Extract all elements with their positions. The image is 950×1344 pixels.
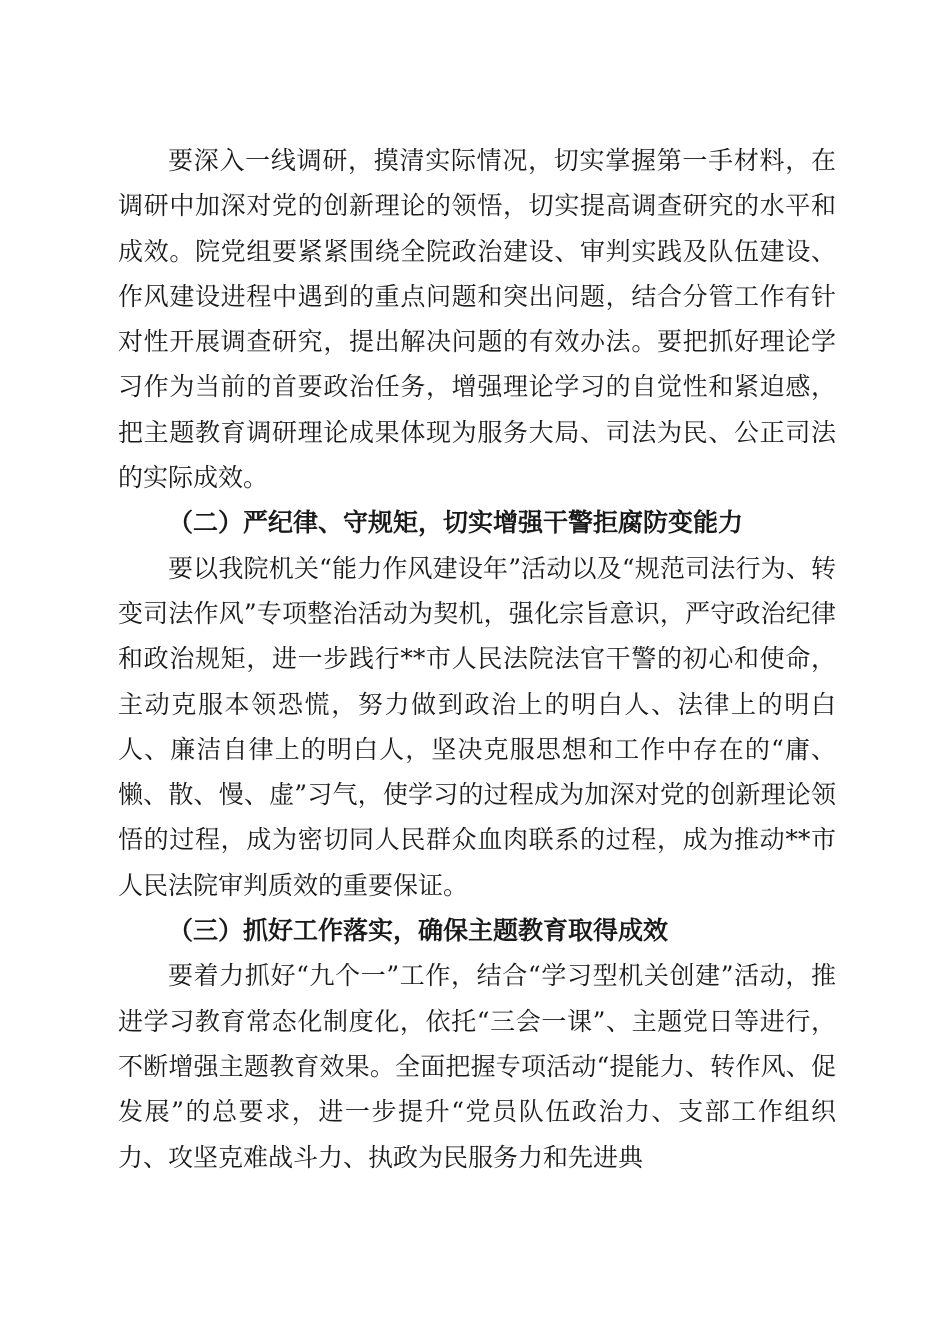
section-heading-implementation: （三）抓好工作落实，确保主题教育取得成效	[168, 916, 669, 946]
section-heading-discipline: （二）严纪律、守规矩，切实增强干警拒腐防变能力	[168, 508, 744, 538]
paragraph-discipline: 要以我院机关“能力作风建设年”活动以及“规范司法行为、转变司法作风”专项整治活动为契机，强化宗旨意识，严守政治纪律和政治规矩，进一步践行**市人民法院法官干警的初心和使命，主动克服本领恐慌，努力做到政治上的明白人、法律上的明白人、廉洁自律上的明白人，坚决克服思想和工作中存在的“庸、懒、散、慢、虚”习气，使学习的过程成为加深对党的创新理论领悟的过程，成为密切同人民群众血肉联系的过程，成为推动**市人民法院审判质效的重要保证。	[118, 553, 836, 900]
paragraph-implementation: 要着力抓好“九个一”工作，结合“学习型机关创建”活动，推进学习教育常态化制度化，依托“三会一课”、主题党日等进行，不断增强主题教育效果。全面把握专项活动“提能力、转作风、促发展”的总要求，进一步提升“党员队伍政治力、支部工作组织力、攻坚克难战斗力、执政为民服务力和先进典	[118, 961, 836, 1172]
document-body	[118, 138, 836, 1180]
paragraph-research: 要深入一线调研，摸清实际情况，切实掌握第一手材料，在调研中加深对党的创新理论的领悟，切实提高调查研究的水平和成效。院党组要紧紧围绕全院政治建设、审判实践及队伍建设、作风建设进程中遇到的重点问题和突出问题，结合分管工作有针对性开展调查研究，提出解决问题的有效办法。要把抓好理论学习作为当前的首要政治任务，增强理论学习的自觉性和紧迫感，把主题教育调研理论成果体现为服务大局、司法为民、公正司法的实际成效。	[118, 146, 836, 493]
